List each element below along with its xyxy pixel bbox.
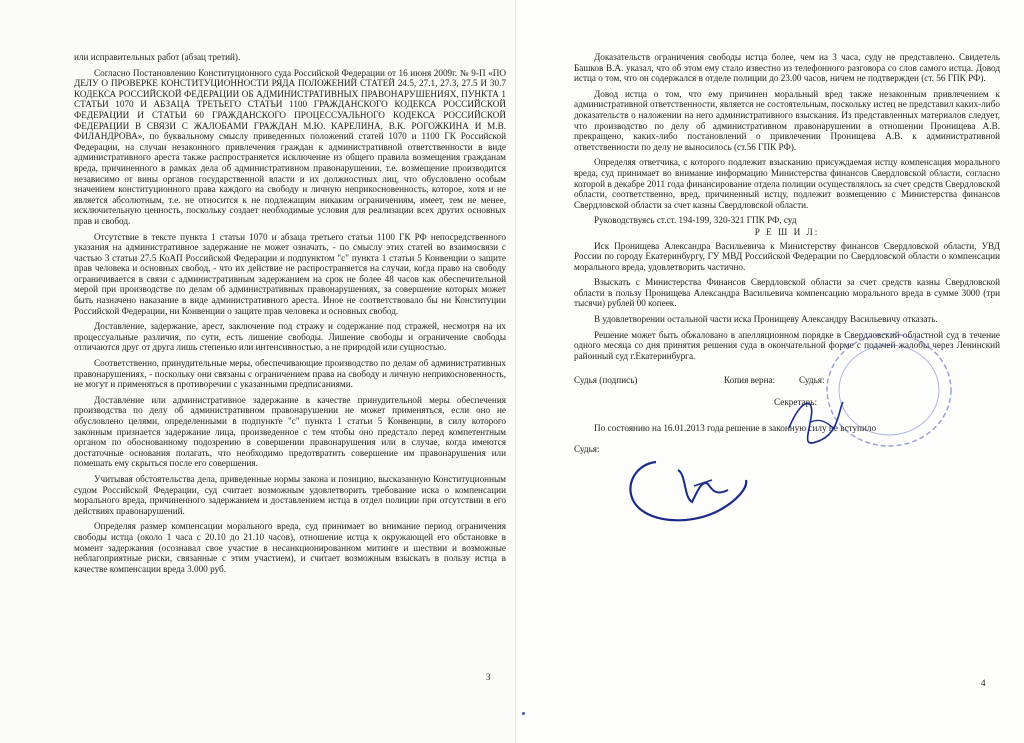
scan-mark [522,712,525,715]
page-text-column [74,52,506,579]
legal-force-note: По состоянию на 16.01.2013 года решение в законную силу не вступило [594,423,877,434]
paragraph-evidence: Доказательств ограничения свободы истца более, чем на 3 часа, суду не представлено. Свидетель Башков В.А. указал, что об этом ему стало известно из телефонного разговора со слов самого истца. Довод истца о том, что он содержался в отделе полиции до 23.00 часов, ничем не подтвержден (ст. 56 ГПК РФ). [574,52,1000,84]
paragraph-moral-harm-argument: Довод истца о том, что ему причинен моральный вред также незаконным привлечением к административной ответственности, является не состоятельным, поскольку истец не представил каких-либо доказательств о наложении на него административного взыскания. Из представленных материалов следует, что производство по делу об административном правонарушении в отношении Пронищева А.В. прекращено, каких-либо постановлений о привлечении Пронищева А.В. к административной ответственности по делу не выносилось (ст.56 ГПК РФ). [574,88,1000,152]
paragraph-decision-deny: В удовлетворении остальной части иска Пронищеву Александру Васильевичу отказать. [594,314,938,325]
final-judge-label: Судья: [574,444,600,455]
decision-heading: Р Е Ш И Л: [754,226,820,237]
paragraph-defendant: Определяя ответчика, с которого подлежит взысканию присуждаемая истцу компенсация морального вреда, суд принимает во внимание информацию Министерства финансов Свердловской области, согласно которой в декабре 2011 года финансирование отдела полиции осуществлялось за счет средств Свердловской области, соответственно, вред, причиненный истцу, подлежит возмещению с Министерства финансов Свердловской области за счет казны Свердловской области. [574,157,1000,210]
paragraph-decision-collect: Взыскать с Министерства Финансов Свердловской области за счет средств казны Свердловской области в пользу Пронищева Александра Васильевича компенсацию морального вреда в сумме 3000 (три тысячи) рублей 00 копеек. [574,277,1000,309]
paragraph-coercive-measures: Соответственно, принудительные меры, обеспечивающие производство по делам об административных правонарушениях, - поскольку они связаны с ограничением права на свободу и личную неприкосновенность, не могут и применяться в противоречии с указанными предписаниями. [74,358,506,390]
paragraph-court-considers: Учитывая обстоятельства дела, приведенные нормы закона и позицию, высказанную Конституционным судом Российской Федерации, суд считает возможным удовлетворить требование иска о компенсации морального вреда, причиненного задержанием и доставлением истца в отдел полиции при отсутствии в его действиях правонарушений. [74,473,506,516]
page-number: 3 [486,672,491,682]
paragraph-constitutional-court: Согласно Постановлению Конституционного суда Российской Федерации от 16 июня 2009г. № 9-П «ПО ДЕЛУ О ПРОВЕРКЕ КОНСТИТУЦИОННОСТИ РЯДА ПОЛОЖЕНИЙ СТАТЕЙ 24.5, 27.1, 27.3, 27.5 И 30.7 КОДЕКСА РОССИЙСКОЙ ФЕДЕРАЦИИ ОБ АДМИНИСТРАТИВНЫХ ПРАВОНАРУШЕНИЯХ, ПУНКТА 1 СТАТЬИ 1070 И АБЗАЦА ТРЕТЬЕГО СТАТЬИ 1100 ГРАЖДАНСКОГО КОДЕКСА РОССИЙСКОЙ ФЕДЕРАЦИИ И СТАТЬИ 60 ГРАЖДАНСКОГО ПРОЦЕССУАЛЬНОГО КОДЕКСА РОССИЙСКОЙ ФЕДЕРАЦИИ В СВЯЗИ С ЖАЛОБАМИ ГРАЖДАН М.Ю. КАРЕЛИНА, В.К. РОГОЖКИНА И М.В. ФИЛАНДРОВА», по буквальному смыслу приведенных положений статей 1070 и 1100 ГК Российской Федерации, на случаи незаконного привлечения граждан к административной ответственности в виде административного ареста также распространяется исключение из общего правила возмещения гражданам вреда, причиненного в рамках дела об административном правонарушении, т.е. возмещение производится независимо от вины органов государственной власти и их должностных лиц, что обусловлено особым значением конституционного права каждого на свободу и личную неприкосновенность, которое, хотя и не является абсолютным, т.е. не относится к не подлежащим никаким ограничениям, имеет, тем не менее, исключительную ценность, поскольку создает необходимые условия для реализации всех других основных прав и свобод. [74,67,506,226]
judge-signature-label: Судья (подпись) [574,375,638,386]
document-page-right [515,0,1024,743]
page-number: 4 [981,678,986,688]
judge-label: Судья: [799,375,825,386]
secretary-label: Секретарь: [774,397,817,408]
page-text-column [574,52,1000,460]
paragraph-guided-by: Руководствуясь ст.ст. 194-199, 320-321 ГПК РФ, суд [594,215,797,226]
paragraph-decision-appeal: Решение может быть обжаловано в апелляционном порядке в Свердловский областной суд в течение одного месяца со дня принятия решения суда в окончательной форме с подачей жалобы через Ленинский районный суд г.Екатеринбурга. [574,329,1000,361]
paragraph-absence-in-text: Отсутствие в тексте пункта 1 статьи 1070 и абзаца третьего статьи 1100 ГК РФ непосредственного указания на административное задержание не может означать, - по смыслу этих статей во взаимосвязи с частью 3 статьи 27.5 КоАП Российской Федерации и подпунктом "с" пункта 1 статьи 5 Конвенции о защите прав человека и основных свобод, - что их действие не распространяется на случаи, когда право на свободу ограничивается в связи с административным задержанием на срок не более 48 часов как обеспечительной мерой при производстве по делам об административных правонарушениях, за совершение которых может быть назначено наказание в виде административного ареста. Иное не соответствовало бы ни Конституции Российской Федерации, ни Конвенции о защите прав человека и основных свобод. [74,231,506,316]
paragraph-decision-claim: Иск Пронищева Александра Васильевича к Министерству финансов Свердловской области, УВД России по городу Екатеринбургу, ГУ МВД Российской Федерации по Свердловской области о компенсации морального вреда, удовлетворить частично. [574,240,1000,272]
paragraph-intro: или исправительных работ (абзац третий). [74,52,241,62]
paragraph-administrative-detention: Доставление или административное задержание в качестве принудительной меры обеспечения производства по делу об административном правонарушении не может применяться, если оно не обусловлено целями, определенными в подпункте "с" пункта 1 статьи 5 Конвенции, в силу которого законным признается задержание лица, произведенное с тем чтобы оно предстало перед компетентным органом по обоснованному подозрению в совершении правонарушения или в случае, когда имеются достаточные основания полагать, что необходимо предотвратить совершение им правонарушения или помешать ему скрыться после его совершения. [74,394,506,469]
paragraph-compensation-amount: Определяя размер компенсации морального вреда, суд принимает во внимание период ограничения свободы истца (около 1 часа с 20.10 до 21.10 часов), отношение истца к окружающей его обстановке в момент задержания (осознавал свое участие в несанкционированном митинге и шествии и возможные неблагоприятные риски, связанные с этим участием), и считает возможным взыскать в пользу истца в качестве компенсации вреда 3.000 руб. [74,521,506,574]
copy-verified-label: Копия верна: [724,375,776,386]
paragraph-detention-types: Доставление, задержание, арест, заключение под стражу и содержание под стражей, несмотря на их процессуальные различия, по сути, есть лишение свободы. Лишение свободы и ограничение свободы отличаются друг от друга лишь степенью или интенсивностью, а не природой или сущностью. [74,321,506,353]
signature-row [574,375,1000,408]
